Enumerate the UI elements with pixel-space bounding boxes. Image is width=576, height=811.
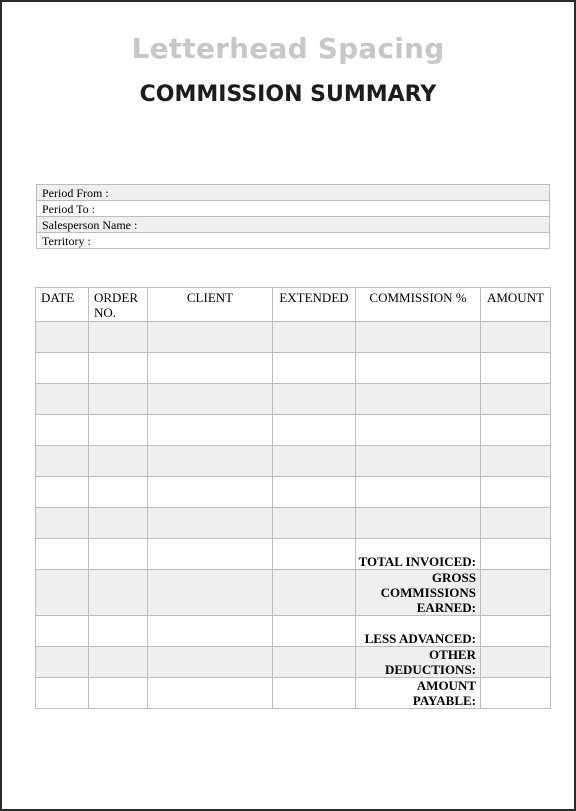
table-cell[interactable] xyxy=(36,678,89,709)
table-cell[interactable] xyxy=(89,570,148,616)
territory-field[interactable]: Territory : xyxy=(37,233,550,249)
commission-table xyxy=(35,287,551,709)
document-title: COMMISSION SUMMARY xyxy=(139,82,437,107)
column-header-order-no: ORDER NO. xyxy=(89,288,148,322)
table-cell[interactable] xyxy=(36,647,89,678)
column-header-client: CLIENT xyxy=(148,288,273,322)
table-cell[interactable] xyxy=(89,415,148,446)
summary-row-less-advanced xyxy=(36,616,551,647)
table-cell[interactable] xyxy=(356,477,481,508)
table-header-row xyxy=(36,288,551,322)
info-row-salesperson xyxy=(37,217,550,233)
table-cell[interactable] xyxy=(36,539,89,570)
table-cell[interactable] xyxy=(36,446,89,477)
table-cell[interactable] xyxy=(481,415,551,446)
table-cell[interactable] xyxy=(36,353,89,384)
period-from-field[interactable]: Period From : xyxy=(37,185,550,201)
table-cell[interactable] xyxy=(148,616,273,647)
info-row-territory xyxy=(37,233,550,249)
period-info-table xyxy=(36,184,550,249)
table-row xyxy=(36,477,551,508)
table-cell[interactable] xyxy=(481,477,551,508)
table-cell[interactable] xyxy=(356,322,481,353)
table-cell[interactable] xyxy=(36,508,89,539)
table-cell[interactable] xyxy=(273,647,356,678)
table-row xyxy=(36,384,551,415)
total-invoiced-amount[interactable] xyxy=(481,539,551,570)
table-cell[interactable] xyxy=(148,678,273,709)
gross-commissions-amount[interactable] xyxy=(481,570,551,616)
less-advanced-label: LESS ADVANCED: xyxy=(356,616,481,647)
table-cell[interactable] xyxy=(356,384,481,415)
info-row-period-from xyxy=(37,185,550,201)
table-cell[interactable] xyxy=(273,678,356,709)
table-cell[interactable] xyxy=(273,508,356,539)
salesperson-name-field[interactable]: Salesperson Name : xyxy=(37,217,550,233)
table-cell[interactable] xyxy=(36,570,89,616)
column-header-extended: EXTENDED xyxy=(273,288,356,322)
table-cell[interactable] xyxy=(356,353,481,384)
table-cell[interactable] xyxy=(89,322,148,353)
table-cell[interactable] xyxy=(148,539,273,570)
table-cell[interactable] xyxy=(356,446,481,477)
table-cell[interactable] xyxy=(148,570,273,616)
table-cell[interactable] xyxy=(89,678,148,709)
column-header-date: DATE xyxy=(36,288,89,322)
table-cell[interactable] xyxy=(89,353,148,384)
table-cell[interactable] xyxy=(148,322,273,353)
amount-payable-amount[interactable] xyxy=(481,678,551,709)
table-cell[interactable] xyxy=(356,508,481,539)
table-cell[interactable] xyxy=(89,384,148,415)
table-cell[interactable] xyxy=(481,353,551,384)
table-cell[interactable] xyxy=(148,384,273,415)
table-cell[interactable] xyxy=(36,384,89,415)
table-cell[interactable] xyxy=(148,647,273,678)
table-row xyxy=(36,508,551,539)
column-header-commission-percent: COMMISSION % xyxy=(356,288,481,322)
other-deductions-label: OTHER DEDUCTIONS: xyxy=(356,647,481,678)
info-row-period-to xyxy=(37,201,550,217)
column-header-amount: AMOUNT xyxy=(481,288,551,322)
amount-payable-label: AMOUNT PAYABLE: xyxy=(356,678,481,709)
table-cell[interactable] xyxy=(36,322,89,353)
table-cell[interactable] xyxy=(89,539,148,570)
total-invoiced-label: TOTAL INVOICED: xyxy=(356,539,481,570)
table-cell[interactable] xyxy=(273,384,356,415)
table-cell[interactable] xyxy=(148,446,273,477)
table-cell[interactable] xyxy=(481,446,551,477)
table-cell[interactable] xyxy=(273,322,356,353)
table-cell[interactable] xyxy=(481,384,551,415)
table-cell[interactable] xyxy=(273,570,356,616)
table-row xyxy=(36,415,551,446)
table-cell[interactable] xyxy=(89,446,148,477)
table-cell[interactable] xyxy=(89,616,148,647)
table-cell[interactable] xyxy=(481,322,551,353)
table-row xyxy=(36,353,551,384)
table-cell[interactable] xyxy=(148,508,273,539)
summary-row-total-invoiced xyxy=(36,539,551,570)
table-cell[interactable] xyxy=(273,415,356,446)
table-cell[interactable] xyxy=(36,616,89,647)
table-cell[interactable] xyxy=(36,477,89,508)
summary-row-amount-payable xyxy=(36,678,551,709)
table-cell[interactable] xyxy=(481,508,551,539)
table-cell[interactable] xyxy=(89,477,148,508)
letterhead-placeholder: Letterhead Spacing xyxy=(131,32,445,65)
summary-row-gross-commissions xyxy=(36,570,551,616)
table-cell[interactable] xyxy=(273,353,356,384)
table-cell[interactable] xyxy=(273,446,356,477)
table-cell[interactable] xyxy=(89,647,148,678)
table-cell[interactable] xyxy=(273,477,356,508)
table-cell[interactable] xyxy=(89,508,148,539)
table-cell[interactable] xyxy=(273,616,356,647)
summary-row-other-deductions xyxy=(36,647,551,678)
table-cell[interactable] xyxy=(148,415,273,446)
gross-commissions-label: GROSS COMMISSIONS EARNED: xyxy=(356,570,481,616)
table-cell[interactable] xyxy=(273,539,356,570)
table-row xyxy=(36,322,551,353)
period-to-field[interactable]: Period To : xyxy=(37,201,550,217)
less-advanced-amount[interactable] xyxy=(481,616,551,647)
table-cell[interactable] xyxy=(148,353,273,384)
table-cell[interactable] xyxy=(36,415,89,446)
table-cell[interactable] xyxy=(356,415,481,446)
table-cell[interactable] xyxy=(148,477,273,508)
table-row xyxy=(36,446,551,477)
other-deductions-amount[interactable] xyxy=(481,647,551,678)
